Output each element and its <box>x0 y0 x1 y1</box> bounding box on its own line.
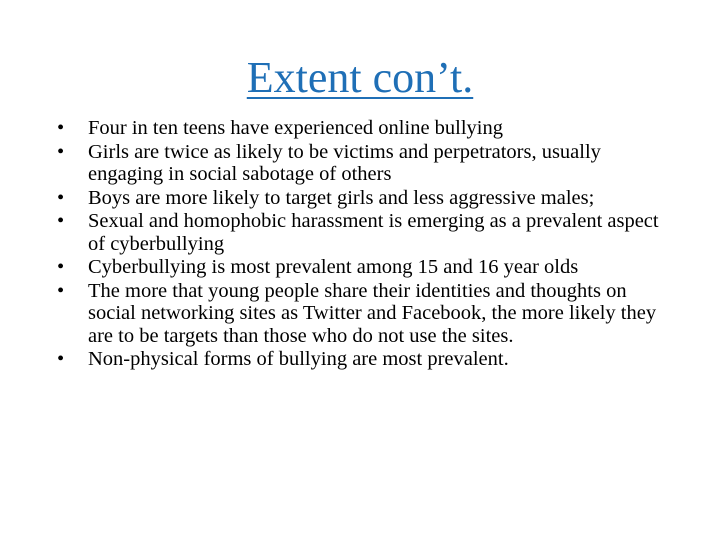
bullet-text: Girls are twice as likely to be victims and perpetrators, usually engaging in social sabotage of others <box>88 140 601 185</box>
bullet-icon: • <box>57 140 65 163</box>
bullet-text: Boys are more likely to target girls and less aggressive males; <box>88 186 595 209</box>
bullet-item <box>57 280 677 348</box>
bullet-text: Four in ten teens have experienced online bullying <box>88 117 504 139</box>
bullet-text: Sexual and homophobic harassment is emerging as a prevalent aspect of cyberbullying <box>88 210 659 255</box>
bullet-icon: • <box>57 279 65 302</box>
bullet-icon: • <box>57 348 65 370</box>
bullet-item <box>57 210 677 255</box>
bullet-text: Non-physical forms of bullying are most prevalent. <box>88 348 509 370</box>
bullet-text: Cyberbullying is most prevalent among 15 and 16 year olds <box>88 256 579 278</box>
bullet-icon: • <box>57 186 65 209</box>
bullet-list <box>57 117 677 372</box>
bullet-item <box>57 256 677 279</box>
bullet-icon: • <box>57 256 65 278</box>
slide-title-text: Extent con’t. <box>246 53 474 102</box>
bullet-icon: • <box>57 117 65 139</box>
bullet-item <box>57 117 677 140</box>
slide-title <box>0 50 720 106</box>
bullet-item <box>57 348 677 371</box>
bullet-text: The more that young people share their identities and thoughts on social networking sites as Twitter and Facebook, the more likely they are to be targets than those who do not use the sites. <box>88 279 657 347</box>
bullet-item <box>57 141 677 186</box>
bullet-icon: • <box>57 210 65 232</box>
bullet-item <box>57 187 677 210</box>
